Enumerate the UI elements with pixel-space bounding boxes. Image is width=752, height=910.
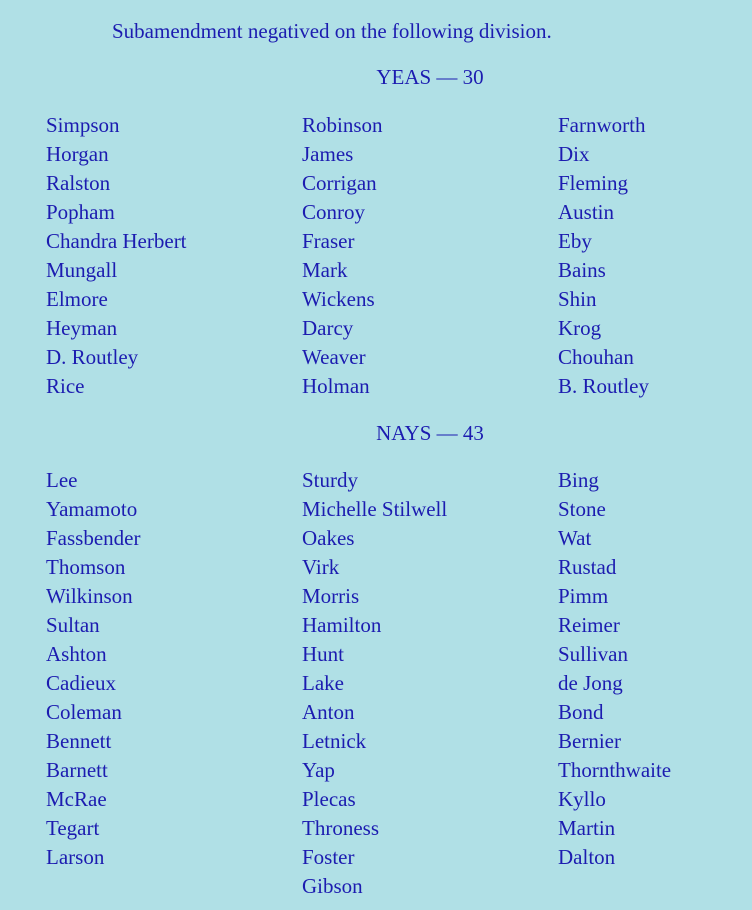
member-name: Mungall — [46, 258, 118, 282]
member-name: Bing — [558, 468, 599, 492]
member-name: Coleman — [46, 700, 122, 724]
nays-column-1 — [46, 466, 140, 872]
member-name: Kyllo — [558, 787, 606, 811]
member-name: Wilkinson — [46, 584, 133, 608]
member-name: Bond — [558, 700, 604, 724]
member-name: Pimm — [558, 584, 609, 608]
member-name: Bennett — [46, 729, 112, 753]
member-name: Thomson — [46, 555, 126, 579]
member-name: Reimer — [558, 613, 620, 637]
member-name: Yamamoto — [46, 497, 138, 521]
member-name: Fassbender — [46, 526, 141, 550]
member-name: Lake — [302, 671, 344, 695]
member-name: Corrigan — [302, 171, 377, 195]
member-name: Krog — [558, 316, 602, 340]
member-name: James — [302, 142, 354, 166]
member-name: Hunt — [302, 642, 344, 666]
member-name: Austin — [558, 200, 615, 224]
member-name: Michelle Stilwell — [302, 497, 448, 521]
member-name: Larson — [46, 845, 105, 869]
member-name: Dix — [558, 142, 590, 166]
member-name: Chandra Herbert — [46, 229, 187, 253]
member-name: Gibson — [302, 874, 363, 898]
member-name: Bains — [558, 258, 606, 282]
member-name: de Jong — [558, 671, 623, 695]
member-name: Thornthwaite — [558, 758, 672, 782]
member-name: Stone — [558, 497, 606, 521]
yeas-column-3 — [558, 111, 649, 401]
member-name: Weaver — [302, 345, 366, 369]
member-name: Fleming — [558, 171, 629, 195]
yeas-heading: YEAS — 30 — [376, 65, 484, 89]
member-name: Rice — [46, 374, 85, 398]
member-name: McRae — [46, 787, 107, 811]
member-name: Robinson — [302, 113, 383, 137]
member-name: Wat — [558, 526, 592, 550]
member-name: Chouhan — [558, 345, 634, 369]
member-name: Hamilton — [302, 613, 382, 637]
nays-column-3 — [558, 466, 671, 872]
member-name: Horgan — [46, 142, 109, 166]
member-name: Plecas — [302, 787, 356, 811]
member-name: Anton — [302, 700, 355, 724]
member-name: Fraser — [302, 229, 355, 253]
member-name: Conroy — [302, 200, 365, 224]
member-name: Ralston — [46, 171, 111, 195]
yeas-column-1 — [46, 111, 187, 401]
member-name: Tegart — [46, 816, 100, 840]
member-name: Heyman — [46, 316, 118, 340]
member-name: Lee — [46, 468, 78, 492]
member-name: Martin — [558, 816, 616, 840]
member-name: Cadieux — [46, 671, 116, 695]
member-name: D. Routley — [46, 345, 139, 369]
member-name: Rustad — [558, 555, 617, 579]
member-name: Dalton — [558, 845, 616, 869]
member-name: Sultan — [46, 613, 100, 637]
nays-heading: NAYS — 43 — [376, 421, 484, 445]
member-name: Shin — [558, 287, 597, 311]
member-name: Popham — [46, 200, 115, 224]
member-name: Holman — [302, 374, 370, 398]
member-name: Foster — [302, 845, 355, 869]
member-name: Bernier — [558, 729, 621, 753]
member-name: Throness — [302, 816, 379, 840]
member-name: Morris — [302, 584, 360, 608]
member-name: Sullivan — [558, 642, 629, 666]
member-name: Wickens — [302, 287, 375, 311]
member-name: Simpson — [46, 113, 120, 137]
member-name: Mark — [302, 258, 348, 282]
yeas-column-2 — [302, 111, 383, 401]
member-name: B. Routley — [558, 374, 650, 398]
member-name: Letnick — [302, 729, 367, 753]
member-name: Eby — [558, 229, 592, 253]
nays-column-2 — [302, 466, 447, 901]
member-name: Elmore — [46, 287, 108, 311]
member-name: Oakes — [302, 526, 355, 550]
member-name: Sturdy — [302, 468, 359, 492]
member-name: Ashton — [46, 642, 107, 666]
member-name: Darcy — [302, 316, 354, 340]
member-name: Virk — [302, 555, 340, 579]
member-name: Barnett — [46, 758, 108, 782]
member-name: Yap — [302, 758, 335, 782]
member-name: Farnworth — [558, 113, 646, 137]
division-intro: Subamendment negatived on the following division. — [112, 19, 552, 43]
